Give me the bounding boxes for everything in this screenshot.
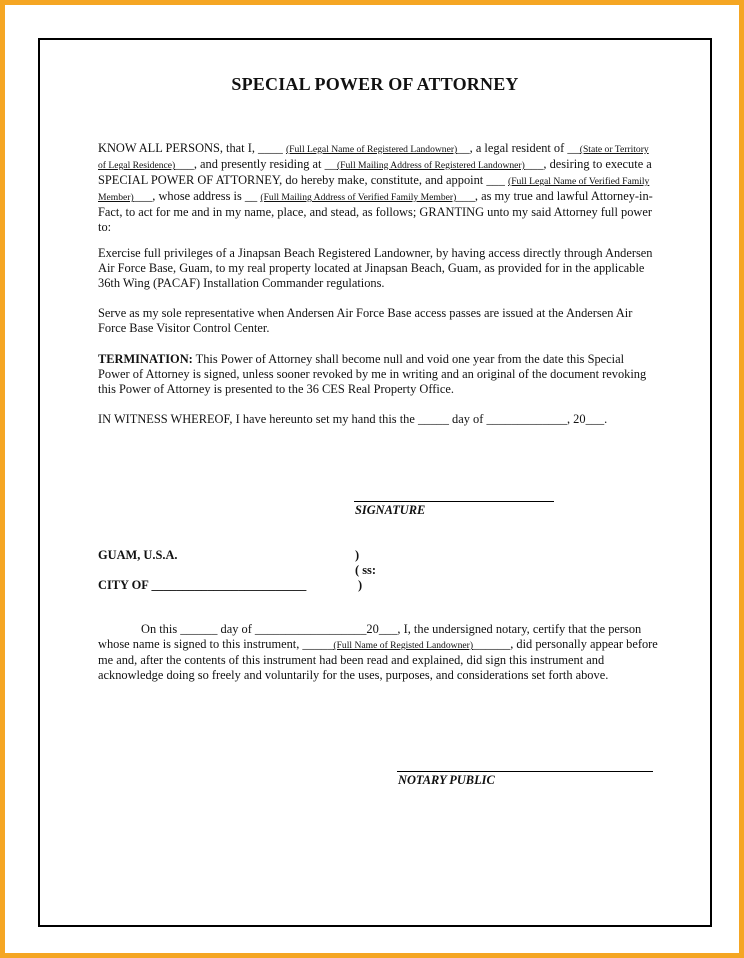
venue-guam: GUAM, U.S.A. xyxy=(98,548,178,562)
signature-label: SIGNATURE xyxy=(355,503,426,517)
grant-text: ___, as my true and lawful Attorney-in-Fact, to act for me and in my name, place, and stead, as follows; GRANTING unto my said Attorney full power to: xyxy=(98,189,653,234)
document-title: SPECIAL POWER OF ATTORNEY xyxy=(231,74,519,94)
termination-paragraph xyxy=(98,352,658,397)
venue-paren-close: ) xyxy=(358,578,363,592)
landowner-name-placeholder: (Full Legal Name of Registered Landowner) xyxy=(285,144,458,155)
family-member-address-placeholder: (Full Mailing Address of Verified Family Member) xyxy=(260,192,457,203)
grant-text: KNOW ALL PERSONS, that I, ____ xyxy=(98,141,283,155)
grant-text: ___, and presently residing at __ xyxy=(175,157,337,171)
landowner-address-placeholder: (Full Mailing Address of Registered Landowner) xyxy=(336,160,525,171)
venue-paren-open: ) xyxy=(355,548,360,562)
grant-text: __ xyxy=(567,141,580,155)
grant-paragraph xyxy=(98,141,658,235)
privileges-paragraph: Exercise full privileges of a Jinapsan Beach Registered Landowner, by having access directly through Andersen Air Force Base, Guam, to my real property located at Jinapsan Beach, Guam, as provided for in the applicable 36th Wing (PACAF) Installation Commander regulations. xyxy=(98,246,653,290)
witness-line: IN WITNESS WHEREOF, I have hereunto set my hand this the _____ day of _____________, 20___. xyxy=(98,412,608,426)
termination-text: This Power of Attorney shall become null and void one year from the date this Special Power of Attorney is signed, unless sooner revoked by me in writing and an original of the document revoking this Power of Attorney is presented to the 36 CES Real Property Office. xyxy=(98,352,647,396)
page-border xyxy=(5,5,739,953)
signature-line xyxy=(354,501,554,502)
venue-city: CITY OF _________________________ xyxy=(98,578,307,592)
grant-text: ___, whose address is __ xyxy=(133,189,258,203)
notary-paragraph xyxy=(98,622,658,683)
grant-text: __, a legal resident of xyxy=(457,141,565,155)
notary-landowner-placeholder: (Full Name of Registed Landowner) xyxy=(333,640,474,651)
venue-ss: ( ss: xyxy=(355,563,376,577)
legal-residence-placeholder: (State or Territory of Legal Residence) xyxy=(98,144,649,171)
grant-text: ___, desiring to execute a SPECIAL POWER OF ATTORNEY, do hereby make, constitute, and appoint ___ xyxy=(98,157,652,187)
notary-signature-line xyxy=(397,771,653,772)
family-member-name-placeholder: (Full Legal Name of Verified Family Member) xyxy=(98,176,650,203)
notary-text: On this ______ day of __________________20___, I, the undersigned notary, certify that the person whose name is signed to this instrument, _____ xyxy=(98,622,642,651)
termination-label: TERMINATION: xyxy=(98,352,193,366)
notary-public-label: NOTARY PUBLIC xyxy=(398,773,495,787)
representative-paragraph: Serve as my sole representative when Andersen Air Force Base access passes are issued at the Andersen Air Force Base Visitor Control Center. xyxy=(98,306,633,335)
notary-text: ______, did personally appear before me and, after the contents of this instrument had been read and explained, did sign this instrument and acknowledge doing so freely and voluntarily for the uses, purposes, and considerations set forth above. xyxy=(98,637,658,682)
document-page xyxy=(38,38,712,927)
